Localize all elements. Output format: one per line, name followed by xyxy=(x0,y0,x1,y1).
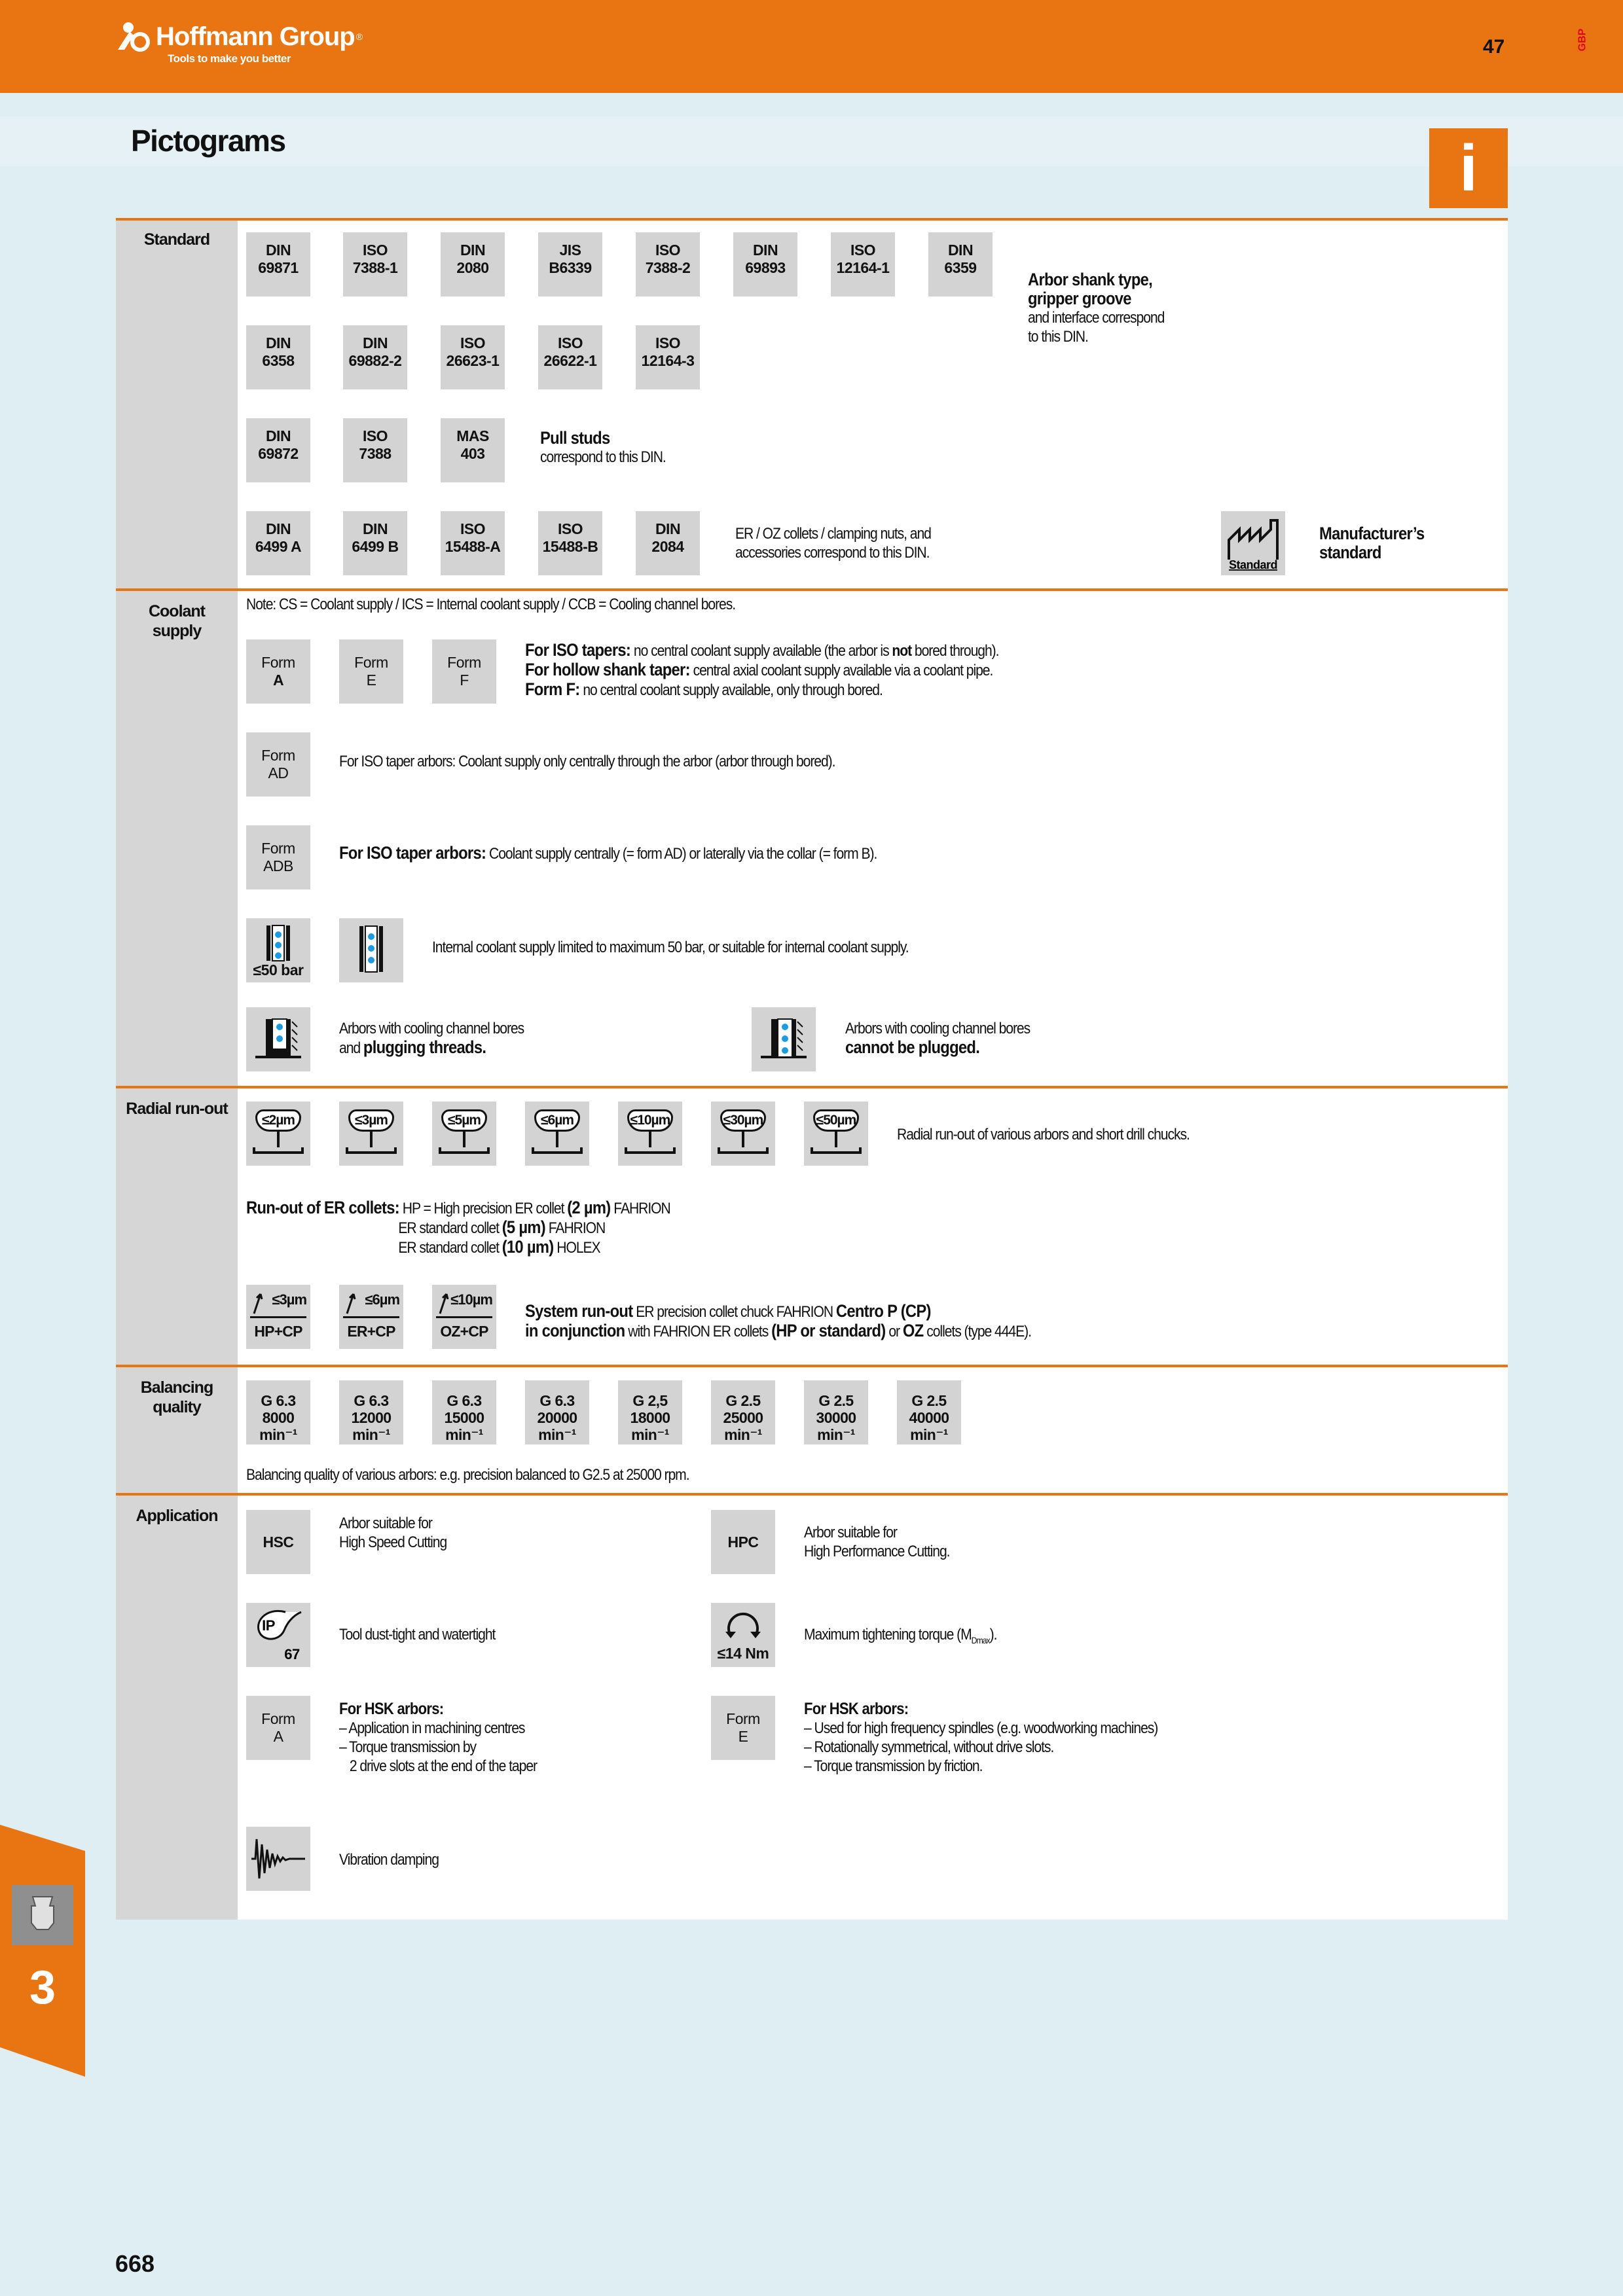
std-badge: DIN 2080 xyxy=(441,232,505,296)
vibration-damping-note: Vibration damping xyxy=(339,1851,439,1869)
plugging-threads-note: Arbors with cooling channel bores and plugging threads. xyxy=(339,1020,524,1057)
ip67-note: Tool dust-tight and watertight xyxy=(339,1626,496,1643)
system-runout-icon: ≤3µm HP+CP xyxy=(246,1285,310,1349)
balancing-badge: G 2.5 30000 min⁻¹ xyxy=(804,1380,868,1444)
std-badge: ISO 26622-1 xyxy=(538,325,602,389)
std-badge: DIN 69871 xyxy=(246,232,310,296)
std-badge: ISO 26623-1 xyxy=(441,325,505,389)
std-badge: ISO 15488-A xyxy=(441,511,505,575)
section-label-balancing: Balancing quality xyxy=(140,1378,213,1416)
page-number: 668 xyxy=(115,2250,155,2277)
balancing-badge: G 6.3 12000 min⁻¹ xyxy=(339,1380,403,1444)
chapter-number: 47 xyxy=(1483,36,1505,58)
runout-icon: ≤5µm xyxy=(432,1102,496,1166)
balancing-badge: G 6.3 20000 min⁻¹ xyxy=(525,1380,589,1444)
std-badge: DIN 2084 xyxy=(636,511,700,575)
balancing-badge: G 2.5 25000 min⁻¹ xyxy=(711,1380,775,1444)
hsc-note: Arbor suitable for High Speed Cutting xyxy=(339,1515,447,1551)
section-divider xyxy=(116,588,1508,591)
brand-tagline: Tools to make you better xyxy=(168,52,291,65)
manufacturer-standard-note: Manufacturer’s standard xyxy=(1319,524,1425,562)
hpc-note: Arbor suitable for High Performance Cutting. xyxy=(804,1524,950,1560)
std-badge: ISO 12164-3 xyxy=(636,325,700,389)
form-ad-badge: Form AD xyxy=(246,732,310,797)
std-badge: ISO 7388-2 xyxy=(636,232,700,296)
coolant-50bar-label: ≤50 bar xyxy=(253,961,304,978)
hsk-form-e-badge: Form E xyxy=(711,1696,775,1760)
ip67-icon xyxy=(246,1603,310,1667)
std-badge: DIN 6499 A xyxy=(246,511,310,575)
section-divider xyxy=(116,1365,1508,1367)
form-ad-note: For ISO taper arbors: Coolant supply only centrally through the arbor (arbor through bored). xyxy=(339,753,835,770)
section-label-application: Application xyxy=(136,1507,218,1525)
section-divider xyxy=(116,218,1508,221)
cooling-channel-plugged-icon xyxy=(246,1007,310,1071)
chapter-tab[interactable] xyxy=(0,1825,85,2077)
std-badge: DIN 6358 xyxy=(246,325,310,389)
runout-icon: ≤10µm xyxy=(618,1102,682,1166)
runout-icon: ≤3µm xyxy=(339,1102,403,1166)
brand-logo[interactable]: Hoffmann Group ® Tools to make you better xyxy=(115,18,363,65)
std-badge: JIS B6339 xyxy=(538,232,602,296)
system-runout-icon: ≤10µm OZ+CP xyxy=(432,1285,496,1349)
internal-coolant-icon xyxy=(339,918,403,982)
content-column xyxy=(238,218,1508,1920)
coolant-50bar-icon xyxy=(246,918,310,982)
form-badge: Form E xyxy=(339,639,403,704)
balancing-badge: G 2,5 18000 min⁻¹ xyxy=(618,1380,682,1444)
chapter-tab-number: 3 xyxy=(29,1962,56,2014)
std-badge: ISO 12164-1 xyxy=(831,232,895,296)
pictogram-table xyxy=(116,218,1508,1920)
iso-tapers-note: For ISO tapers: no central coolant supply available (the arbor is not bored through). For hollow shank taper: central axial coolant supply available via a coolant pipe. Form F: no central coolant supply available, only through bored. xyxy=(525,640,999,699)
form-badge: Form F xyxy=(432,639,496,704)
section-label-coolant: Coolant supply xyxy=(148,602,206,640)
std-badge: DIN 6499 B xyxy=(343,511,407,575)
factory-standard-label: Standard xyxy=(1228,558,1278,571)
cooling-channel-unplugged-icon xyxy=(752,1007,816,1071)
runout-icon: ≤2µm xyxy=(246,1102,310,1166)
vibration-damping-icon xyxy=(246,1827,310,1891)
torque-note: Maximum tightening torque $(M_{Dmax})$. xyxy=(804,1626,997,1645)
arbor-shank-note: Arbor shank type, gripper groove and interface correspond to this DIN. xyxy=(1028,270,1165,346)
hsk-form-a-badge: Form A xyxy=(246,1696,310,1760)
torque-label: ≤14 Nm xyxy=(717,1645,769,1662)
system-runout-note: System run-out ER precision collet chuck FAHRION Centro P (CP) in conjunction with FAHRION ER collets (HP or standard) or OZ collets (type 444E). xyxy=(525,1301,1031,1340)
runout-icon: ≤50µm xyxy=(804,1102,868,1166)
page-title: Pictograms xyxy=(131,124,285,158)
er-collets-note: ER / OZ collets / clamping nuts, and accessories correspond to this DIN. xyxy=(735,525,931,562)
section-label-runout: Radial run-out xyxy=(126,1100,228,1118)
std-badge: MAS 403 xyxy=(441,418,505,482)
hsc-badge: HSC xyxy=(246,1510,310,1574)
section-divider xyxy=(116,1493,1508,1496)
balancing-note: Balancing quality of various arbors: e.g. precision balanced to G2.5 at 25000 rpm. xyxy=(246,1466,689,1484)
runout-icon: ≤30µm xyxy=(711,1102,775,1166)
hsk-form-a-note: For HSK arbors: – Application in machining centres – Torque transmission by 2 drive slots at the end of the taper xyxy=(339,1700,537,1775)
language-code: GBP xyxy=(1577,28,1588,52)
brand-name: Hoffmann Group xyxy=(156,22,355,51)
section-divider xyxy=(116,1086,1508,1088)
form-adb-note: For ISO taper arbors: Coolant supply centrally (= form AD) or laterally via the collar (= form B). xyxy=(339,843,877,863)
ip-label: IP xyxy=(262,1617,275,1634)
hsk-form-e-note: For HSK arbors: – Used for high frequency spindles (e.g. woodworking machines) – Rotationally symmetrical, without drive slots. – Torque transmission by friction. xyxy=(804,1700,1158,1775)
std-badge: ISO 7388-1 xyxy=(343,232,407,296)
info-icon: i xyxy=(1429,128,1508,208)
balancing-badge: G 6.3 15000 min⁻¹ xyxy=(432,1380,496,1444)
label-column xyxy=(116,218,238,1920)
std-badge: DIN 6359 xyxy=(928,232,993,296)
balancing-badge: G 2.5 40000 min⁻¹ xyxy=(897,1380,961,1444)
er-collet-runout-note: Run-out of ER collets: HP = High precision ER collet (2 µm) FAHRION ER standard collet (5 µm) FAHRION ER standard collet (10 µm) HOLEX xyxy=(246,1198,670,1257)
std-badge: DIN 69893 xyxy=(733,232,797,296)
hpc-badge: HPC xyxy=(711,1510,775,1574)
system-runout-icon: ≤6µm ER+CP xyxy=(339,1285,403,1349)
runout-note: Radial run-out of various arbors and short drill chucks. xyxy=(897,1126,1190,1143)
coolant-note: Note: CS = Coolant supply / ICS = Internal coolant supply / CCB = Cooling channel bores. xyxy=(246,596,736,613)
form-adb-badge: Form ADB xyxy=(246,825,310,889)
std-badge: DIN 69882-2 xyxy=(343,325,407,389)
runout-icon: ≤6µm xyxy=(525,1102,589,1166)
balancing-badge: G 6.3 8000 min⁻¹ xyxy=(246,1380,310,1444)
cannot-be-plugged-note: Arbors with cooling channel bores cannot be plugged. xyxy=(845,1020,1030,1057)
std-badge: DIN 69872 xyxy=(246,418,310,482)
pull-studs-note: Pull studs correspond to this DIN. xyxy=(540,428,666,466)
factory-standard-icon xyxy=(1221,511,1285,575)
internal-coolant-note: Internal coolant supply limited to maximum 50 bar, or suitable for internal coolant supply. xyxy=(432,939,909,956)
ip-rating: 67 xyxy=(284,1646,300,1662)
std-badge: ISO 15488-B xyxy=(538,511,602,575)
section-label-standard: Standard xyxy=(143,230,210,249)
std-badge: ISO 7388 xyxy=(343,418,407,482)
torque-icon xyxy=(711,1603,775,1667)
hoffmann-logo-icon xyxy=(115,18,152,55)
form-badge: Form A xyxy=(246,639,310,704)
